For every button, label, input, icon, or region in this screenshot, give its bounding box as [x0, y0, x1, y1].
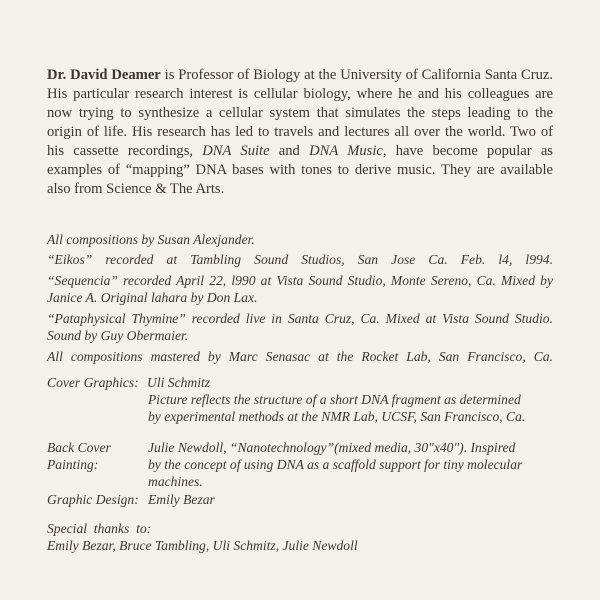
mastering-credit: All compositions mastered by Marc Senasac at the Rocket Lab, San Francisco, Ca. — [47, 349, 553, 364]
back-cover-label: Painting: — [47, 457, 99, 472]
bio-line: now trying to synthesize a cellular system that simulates the steps leading to the — [47, 105, 553, 121]
sequencia-credit: “Sequencia” recorded April 22, l990 at Vista Sound Studio, Monte Sereno, Ca. Mixed by — [47, 273, 553, 288]
special-thanks-label: Special thanks to: — [47, 521, 152, 536]
bio-line — [47, 142, 553, 160]
cover-graphics-value: Uli Schmitz — [147, 375, 211, 390]
bio-line: examples of “mapping” DNA bases with tones to derive music. They are available — [47, 162, 553, 178]
graphic-design-label: Graphic Design: — [47, 492, 139, 507]
back-cover-label: Back Cover — [47, 440, 111, 455]
bio-text: and — [269, 143, 310, 159]
bio-name: Dr. David Deamer — [47, 67, 161, 83]
bio-text: , have become popular as — [382, 143, 553, 159]
album-title: DNA Suite — [202, 143, 270, 159]
thymine-credit: Sound by Guy Obermaier. — [47, 328, 189, 343]
cover-description: Picture reflects the structure of a short DNA fragment as determined — [148, 392, 521, 407]
compositions-credit: All compositions by Susan Alexjander. — [47, 232, 255, 247]
album-title: DNA Music — [309, 143, 383, 159]
special-thanks-names: Emily Bezar, Bruce Tambling, Uli Schmitz, Julie Newdoll — [47, 538, 358, 553]
eikos-credit: “Eikos” recorded at Tambling Sound Studios, San Jose Ca. Feb. l4, l994. — [47, 252, 553, 267]
bio-line — [47, 66, 553, 84]
back-cover-value: by the concept of using DNA as a scaffold support for tiny molecular — [148, 457, 523, 472]
back-cover-value: machines. — [148, 474, 203, 489]
sequencia-credit: Janice A. Original lahara by Don Lax. — [47, 290, 258, 305]
cover-description: by experimental methods at the NMR Lab, UCSF, San Francisco, Ca. — [148, 409, 526, 424]
bio-line: also from Science & The Arts. — [47, 181, 225, 197]
bio-text: is Professor of Biology at the University of California Santa Cruz. — [160, 67, 553, 83]
bio-line: origin of life. His research has led to travels and lectures all over the world. Two of — [47, 124, 553, 140]
cover-graphics-label: Cover Graphics: — [47, 375, 139, 390]
bio-text: his cassette recordings, — [47, 143, 203, 159]
bio-line: His particular research interest is cellular biology, where he and his colleagues are — [47, 86, 553, 102]
graphic-design-value: Emily Bezar — [148, 492, 215, 507]
back-cover-value: Julie Newdoll, “Nanotechnology”(mixed media, 30"x40"). Inspired — [148, 440, 516, 455]
thymine-credit: “Pataphysical Thymine” recorded live in Santa Cruz, Ca. Mixed at Vista Sound Studio. — [47, 311, 553, 326]
